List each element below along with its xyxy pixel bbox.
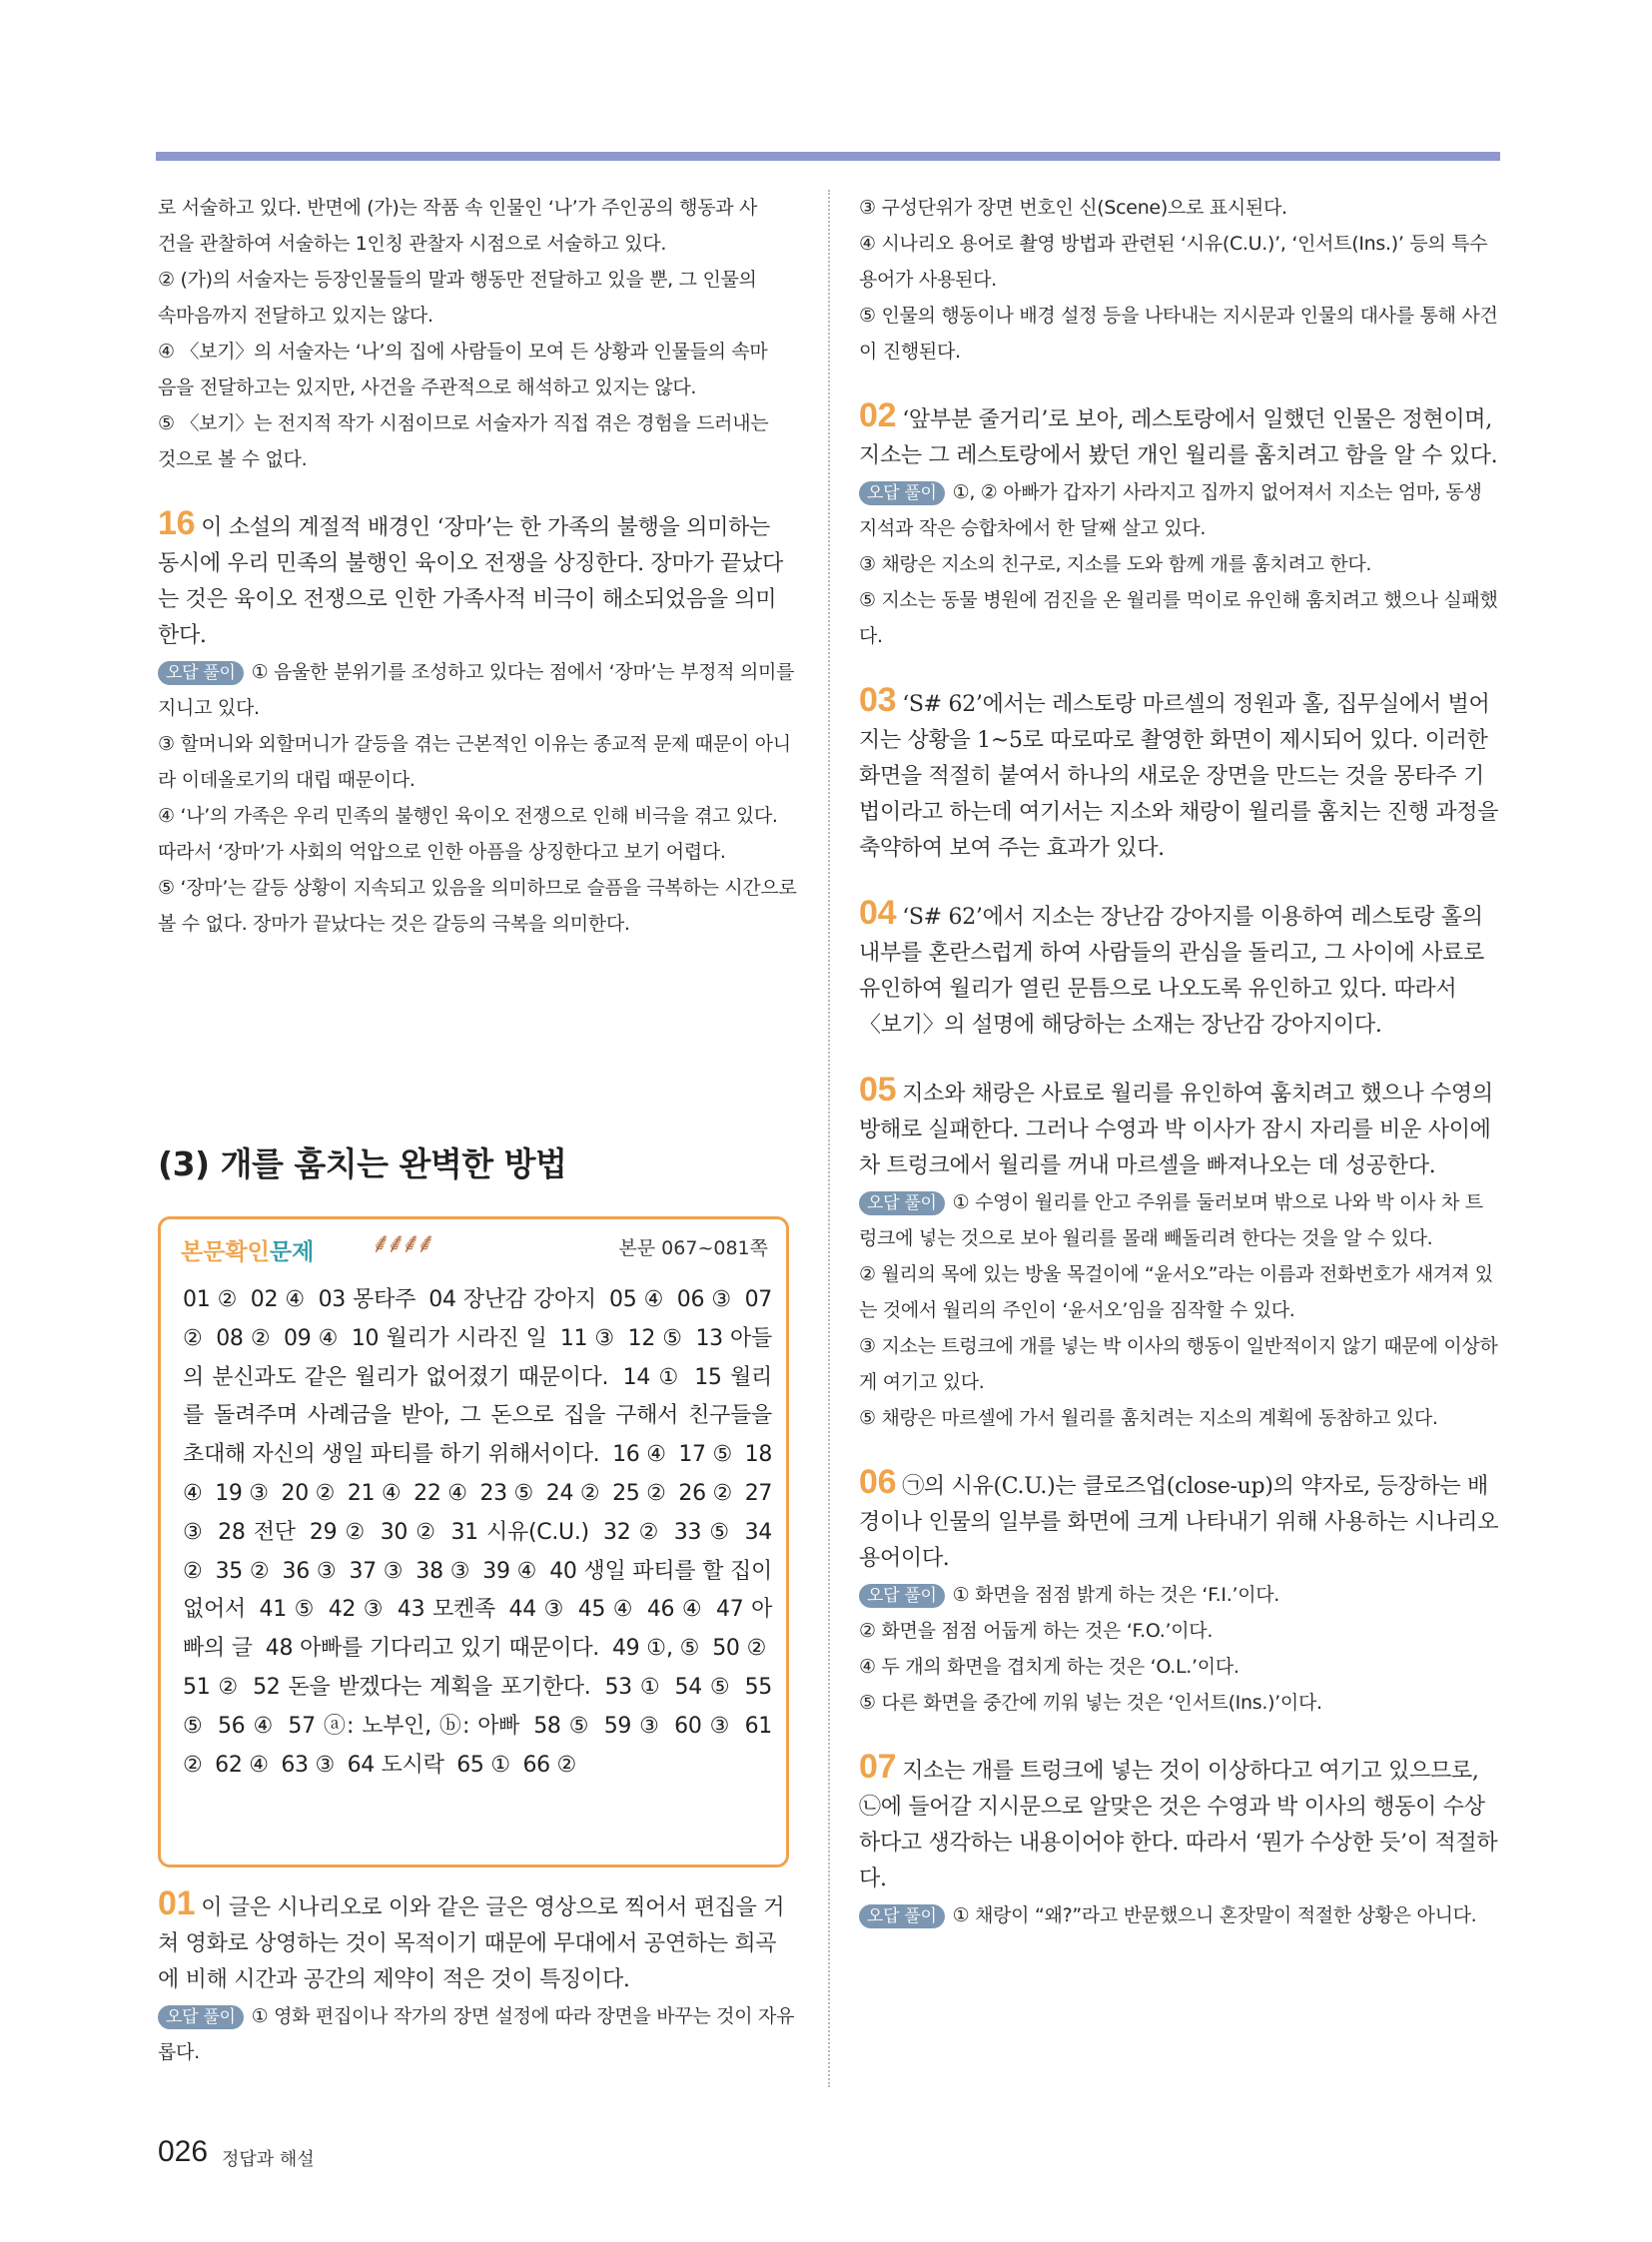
answer-item: 37 ③: [349, 1558, 404, 1584]
answer-item: 05 ④: [609, 1287, 664, 1312]
note: ① 화면을 점점 밝게 하는 것은 ‘F.I.’이다.: [952, 1584, 1280, 1606]
note: ② 화면을 점점 어둡게 하는 것은 ‘F.O.’이다.: [859, 1620, 1214, 1642]
answer-item: 60 ③: [674, 1713, 731, 1739]
answer-item: 28 전단: [218, 1519, 296, 1545]
answer-box-title: 본문확인문제: [181, 1239, 315, 1265]
note: ③ 채랑은 지소의 친구로, 지소를 도와 함께 개를 훔치려고 한다.: [859, 553, 1372, 575]
question-body: ‘앞부분 줄거리’로 보아, 레스토랑에서 일했던 인물은 정현이며, 지소는 그 레스토랑에서 봤던 개인 월리를 훔치려고 함을 알 수 있다.: [859, 407, 1498, 468]
note: ① 수영이 월리를 안고 주위를 둘러보며 밖으로 나와 박 이사 차 트렁크에 넣는 것으로 보아 월리를 몰래 빼돌리려 한다는 것을 알 수 있다.: [859, 1191, 1483, 1249]
text-line: 로 서술하고 있다. 반면에 (가)는 작품 속 인물인 ‘나’가 주인공의 행동과 사: [158, 197, 758, 219]
note: ① 채랑이 “왜?”라고 반문했으니 혼잣말이 적절한 상황은 아니다.: [952, 1904, 1477, 1926]
answer-item: 47 아빠의 글: [183, 1597, 773, 1662]
right-column: [859, 190, 1500, 1933]
answer-item: 61 ②: [183, 1713, 772, 1778]
question-number: 07: [859, 1748, 897, 1786]
answer-check-box: [158, 1216, 789, 1868]
note: ④ 두 개의 화면을 겹치게 하는 것은 ‘O.L.’이다.: [859, 1656, 1239, 1678]
answer-item: 59 ③: [603, 1713, 661, 1739]
answer-item: 35 ②: [215, 1558, 270, 1584]
note: ④ ‘나’의 가족은 우리 민족의 불행인 육이오 전쟁으로 인해 비극을 겪고 있다. 따라서 ‘장마’가 사회의 억압으로 인한 아픔을 상징한다고 보기 어렵다.: [158, 805, 778, 863]
note: ③ 지소는 트렁크에 개를 넣는 박 이사의 행동이 일반적이지 않기 때문에 이상하게 여기고 있다.: [859, 1335, 1498, 1393]
question-body: ㉠의 시유(C.U.)는 클로즈업(close-up)의 약자로, 등장하는 배경이나 인물의 일부를 화면에 크게 나타내기 위해 사용하는 시나리오 용어이다.: [859, 1474, 1499, 1571]
answer-item: 48 아빠를 기다리고 있기 때문이다.: [265, 1636, 599, 1662]
answer-item: 02 ④: [250, 1287, 306, 1312]
wrong-answer-badge: 오답 풀이: [158, 2005, 244, 2029]
answer-item: 11 ③: [559, 1325, 615, 1351]
answer-item: 55 ⑤: [183, 1674, 773, 1739]
text-line: ⑤ 인물의 행동이나 배경 설정 등을 나타내는 지시문과 인물의 대사를 통해 사건이 진행된다.: [859, 305, 1498, 363]
answer-item: 06 ③: [676, 1287, 732, 1312]
answer-item: 46 ④: [646, 1597, 703, 1623]
left-top-explanation: [158, 190, 797, 477]
answer-item: 12 ⑤: [627, 1325, 683, 1351]
note: ① 음울한 분위기를 조성하고 있다는 점에서 ‘장마’는 부정적 의미를 지니고 있다.: [158, 661, 795, 719]
answer-item: 29 ②: [309, 1519, 367, 1545]
answer-item: 04 장난감 강아지: [428, 1287, 596, 1312]
answer-item: 53 ①: [604, 1674, 661, 1700]
wheat-icon: ⸙⸙⸙⸙: [371, 1226, 431, 1259]
answer-item: 07 ②: [183, 1287, 772, 1351]
answer-item: 36 ③: [282, 1558, 337, 1584]
answer-item: 19 ③: [215, 1480, 269, 1506]
answer-item: 22 ④: [413, 1480, 467, 1506]
wrong-answer-badge: 오답 풀이: [158, 661, 244, 685]
answer-item: 34 ②: [183, 1519, 772, 1584]
text-line: 음을 전달하고는 있지만, 사건을 주관적으로 해석하고 있지는 않다.: [158, 376, 697, 398]
page-reference: 본문 067~081쪽: [618, 1237, 768, 1259]
wrong-answer-badge: 오답 풀이: [859, 481, 945, 505]
page-label: 정답과 해설: [222, 2149, 315, 2170]
note: ② 월리의 목에 있는 방울 목걸이에 “윤서오”라는 이름과 전화번호가 새겨져 있는 것에서 월리의 주인이 ‘윤서오’임을 짐작할 수 있다.: [859, 1263, 1493, 1321]
note: ③ 할머니와 외할머니가 갈등을 겪는 근본적인 이유는 종교적 문제 때문이 아니라 이데올로기의 대립 때문이다.: [158, 733, 791, 791]
question-07: [859, 1749, 1500, 1933]
answer-item: 17 ⑤: [678, 1442, 732, 1468]
section-heading: (3) 개를 훔치는 완벽한 방법: [158, 1144, 567, 1183]
answer-item: 16 ④: [612, 1442, 666, 1468]
text-line: ③ 구성단위가 장면 번호인 신(Scene)으로 표시된다.: [859, 197, 1287, 219]
answer-item: 57 ⓐ: 노부인, ⓑ: 아빠: [288, 1713, 520, 1739]
question-body: 이 소설의 계절적 배경인 ‘장마’는 한 가족의 불행을 의미하는 동시에 우리 민족의 불행인 육이오 전쟁을 상징한다. 장마가 끝났다는 것은 육이오 전쟁으로 인한 가족사적 비극이 해소되었음을 의미한다.: [158, 515, 783, 648]
answer-item: 65 ①: [456, 1752, 510, 1778]
question-04: [859, 895, 1500, 1044]
answer-item: 45 ④: [577, 1597, 634, 1623]
answer-item: 01 ②: [183, 1287, 238, 1312]
answer-item: 24 ②: [545, 1480, 600, 1506]
question-number: 03: [859, 681, 897, 719]
answer-item: 49 ①, ⑤: [611, 1636, 700, 1662]
note: ⑤ ‘장마’는 갈등 상황이 지속되고 있음을 의미하므로 슬픔을 극복하는 시간으로 볼 수 없다. 장마가 끝났다는 것은 갈등의 극복을 의미한다.: [158, 877, 797, 935]
answer-item: 14 ①: [622, 1364, 680, 1390]
answer-item: 32 ②: [603, 1519, 660, 1545]
answer-item: 15 월리를 돌려주며 사례금을 받아, 그 돈으로 집을 구해서 친구들을 초대해 자신의 생일 파티를 하기 위해서이다.: [183, 1364, 773, 1468]
text-line: 것으로 볼 수 없다.: [158, 448, 308, 470]
answer-item: 30 ②: [380, 1519, 437, 1545]
question-16: [158, 505, 797, 942]
answer-item: 42 ③: [328, 1597, 385, 1623]
answer-item: 58 ⑤: [533, 1713, 590, 1739]
answer-item: 10 월리가 시라진 일: [351, 1325, 547, 1351]
answer-item: 13 아들의 분신과도 같은 월리가 없어졌기 때문이다.: [183, 1325, 772, 1390]
answer-item: 23 ⑤: [479, 1480, 534, 1506]
answer-item: 25 ②: [612, 1480, 666, 1506]
answer-item: 33 ⑤: [673, 1519, 731, 1545]
question-body: 이 글은 시나리오로 이와 같은 글은 영상으로 찍어서 편집을 거쳐 영화로 상영하는 것이 목적이기 때문에 무대에서 공연하는 희곡에 비해 시간과 공간의 제약이 적은 것이 특징이다.: [158, 1895, 785, 1992]
left-bottom: [158, 1885, 797, 2070]
question-number: 16: [158, 504, 196, 542]
note: ①, ② 아빠가 갑자기 사라지고 집까지 없어져서 지소는 엄마, 동생 지석과 작은 승합차에서 한 달째 살고 있다.: [859, 481, 1482, 539]
answer-item: 43 모켄족: [397, 1597, 495, 1623]
answer-item: 27 ③: [183, 1480, 773, 1545]
answer-item: 21 ④: [347, 1480, 402, 1506]
question-body: ‘S# 62’에서는 레스토랑 마르셀의 정원과 홀, 집무실에서 벌어지는 상황을 1~5로 따로따로 촬영한 화면이 제시되어 있다. 이러한 화면을 적절히 붙여서 하나의 새로운 장면을 만드는 것을 몽타주 기법이라고 하는데 여기서는 지소와 채랑이 월리를 훔치는 진행 과정을 축약하여 보여 주는 효과가 있다.: [859, 692, 1499, 861]
note: ⑤ 채랑은 마르셀에 가서 월리를 훔치려는 지소의 계획에 동참하고 있다.: [859, 1407, 1438, 1429]
note: ⑤ 다른 화면을 중간에 끼워 넣는 것은 ‘인서트(Ins.)’이다.: [859, 1692, 1322, 1714]
question-03: [859, 682, 1500, 867]
question-body: 지소는 개를 트렁크에 넣는 것이 이상하다고 여기고 있으므로, ㉡에 들어갈 지시문으로 알맞은 것은 수영과 박 이사의 행동이 수상하다고 생각하는 내용이어야 한다. 따라서 ‘뭔가 수상한 듯’이 적절하다.: [859, 1759, 1498, 1891]
wrong-answer-badge: 오답 풀이: [859, 1191, 945, 1215]
text-line: ② (가)의 서술자는 등장인물들의 말과 행동만 전달하고 있을 뿐, 그 인물의: [158, 269, 757, 291]
note: ① 영화 편집이나 작가의 장면 설정에 따라 장면을 바꾸는 것이 자유롭다.: [158, 2005, 795, 2063]
answer-item: 66 ②: [522, 1752, 576, 1778]
answer-item: 18 ④: [183, 1442, 773, 1506]
answer-item: 41 ⑤: [259, 1597, 316, 1623]
text-line: ⑤ 〈보기〉는 전지적 작가 시점이므로 서술자가 직접 겪은 경험을 드러내는: [158, 412, 769, 434]
question-body: ‘S# 62’에서 지소는 장난감 강아지를 이용하여 레스토랑 홀의 내부를 혼란스럽게 하여 사람들의 관심을 돌리고, 그 사이에 사료로 유인하여 월리가 열린 문틈으로 나오도록 유인하고 있다. 따라서 〈보기〉의 설명에 해당하는 소재는 장난감 강아지이다.: [859, 905, 1484, 1038]
note: ⑤ 지소는 동물 병원에 검진을 온 월리를 먹이로 유인해 훔치려고 했으나 실패했다.: [859, 589, 1498, 647]
answer-item: 31 시유(C.U.): [450, 1519, 589, 1545]
answer-item: 26 ②: [678, 1480, 732, 1506]
answer-list: [183, 1281, 772, 1785]
answer-item: 62 ④: [215, 1752, 269, 1778]
question-number: 02: [859, 396, 897, 434]
wrong-answer-badge: 오답 풀이: [859, 1904, 945, 1928]
page-number: 026: [158, 2135, 209, 2168]
answer-item: 08 ②: [216, 1325, 271, 1351]
question-05: [859, 1072, 1500, 1436]
wrong-answer-badge: 오답 풀이: [859, 1584, 945, 1608]
question-number: 04: [859, 894, 897, 932]
column-divider: [828, 190, 830, 2087]
question-number: 05: [859, 1071, 897, 1109]
text-line: 건을 관찰하여 서술하는 1인칭 관찰자 시점으로 서술하고 있다.: [158, 233, 667, 255]
answer-item: 44 ③: [508, 1597, 564, 1623]
answer-item: 40 생일 파티를 할 집이 없어서: [183, 1558, 772, 1623]
answer-item: 20 ②: [281, 1480, 336, 1506]
text-line: ④ 〈보기〉의 서술자는 ‘나’의 집에 사람들이 모여 든 상황과 인물들의 속마: [158, 341, 768, 363]
question-number: 06: [859, 1463, 897, 1501]
question-02: [859, 397, 1500, 654]
right-top-explanation: [859, 190, 1500, 370]
question-06: [859, 1464, 1500, 1721]
text-line: ④ 시나리오 용어로 촬영 방법과 관련된 ‘시유(C.U.)’, ‘인서트(Ins.)’ 등의 특수 용어가 사용된다.: [859, 233, 1488, 291]
answer-item: 56 ④: [217, 1713, 275, 1739]
answer-item: 52 돈을 받겠다는 계획을 포기한다.: [253, 1674, 591, 1700]
question-body: 지소와 채랑은 사료로 월리를 유인하여 훔치려고 했으나 수영의 방해로 실패한다. 그러나 수영과 박 이사가 잠시 자리를 비운 사이에 차 트렁크에서 월리를 꺼내 마르셀을 빠져나오는 데 성공한다.: [859, 1082, 1493, 1178]
answer-item: 63 ③: [281, 1752, 335, 1778]
top-rule: [156, 152, 1500, 161]
answer-item: 54 ⑤: [674, 1674, 731, 1700]
answer-item: 38 ③: [415, 1558, 470, 1584]
answer-item: 51 ②: [183, 1674, 240, 1700]
question-01: [158, 1885, 797, 2070]
answer-item: 39 ④: [482, 1558, 537, 1584]
answer-item: 09 ④: [284, 1325, 339, 1351]
text-line: 속마음까지 전달하고 있지는 않다.: [158, 305, 433, 327]
question-number: 01: [158, 1884, 196, 1922]
left-column: [158, 190, 797, 942]
answer-item: 50 ②: [712, 1636, 766, 1662]
answer-item: 64 도시락: [347, 1752, 444, 1778]
answer-item: 03 몽타주: [318, 1287, 416, 1312]
